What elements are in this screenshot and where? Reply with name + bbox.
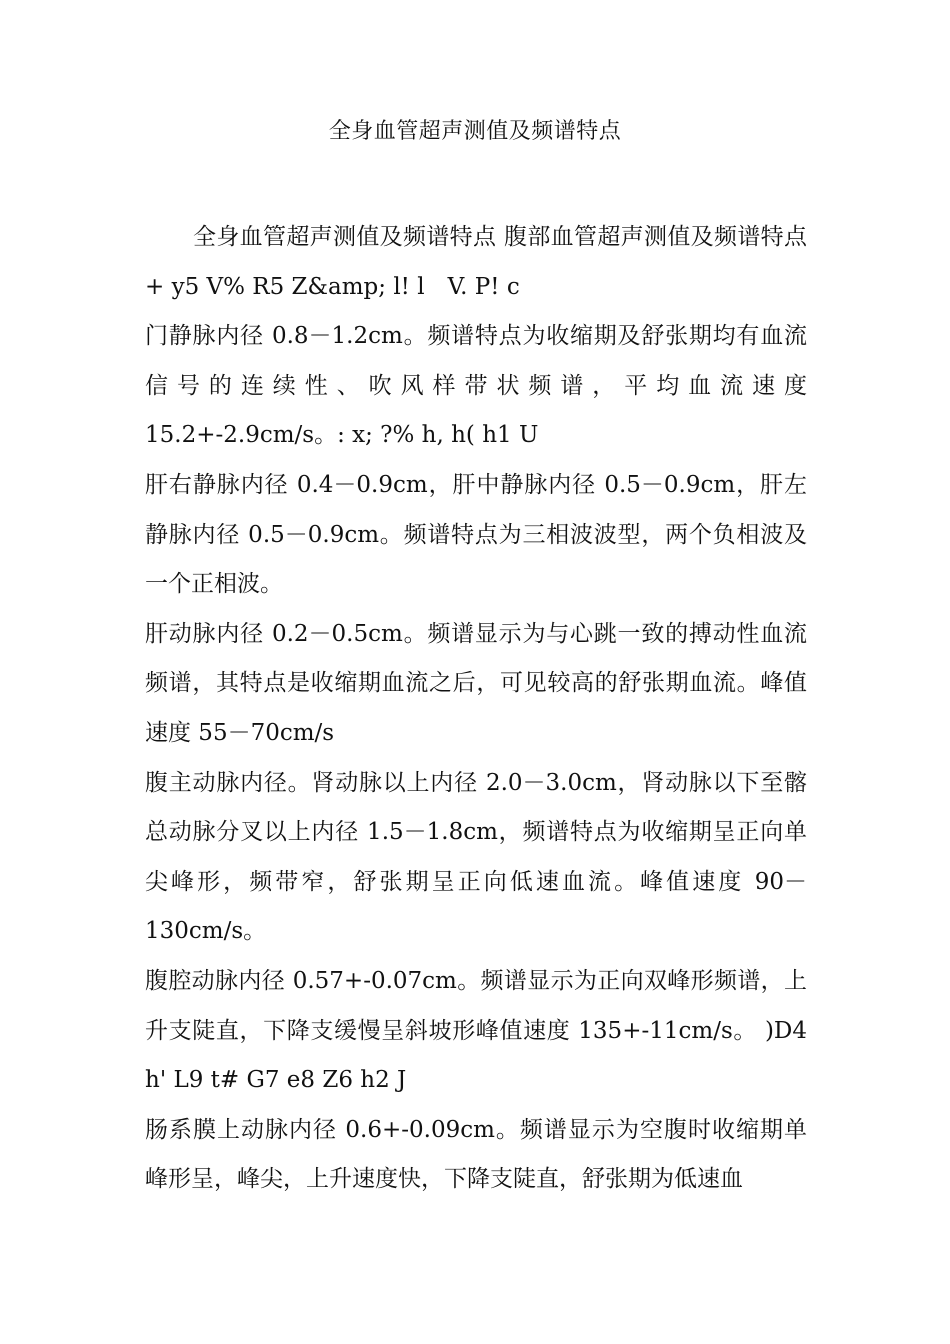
- document-title: 全身血管超声测值及频谱特点: [328, 119, 622, 144]
- paragraph-portal-vein: 门静脉内径 0.8－1.2cm。频谱特点为收缩期及舒张期均有血流信号的连续性、吹风样带状频谱，平均血流速度15.2+-2.9cm/s。: x; ?% h, h( h1 U: [145, 323, 807, 449]
- paragraph-superior-mesenteric-artery: 肠系膜上动脉内径 0.6+-0.09cm。频谱显示为空腹时收缩期单峰形呈，峰尖，上升速度快，下降支陡直，舒张期为低速血: [145, 1116, 807, 1193]
- paragraph-intro: 全身血管超声测值及频谱特点 腹部血管超声测值及频谱特点+ y5 V% R5 Z&amp; l! l V. P! c: [145, 224, 807, 300]
- paragraph-abdominal-aorta: 腹主动脉内径。肾动脉以上内径 2.0－3.0cm，肾动脉以下至髂总动脉分叉以上内径 1.5－1.8cm，频谱特点为收缩期呈正向单尖峰形，频带窄，舒张期呈正向低速血流。峰值速度 90－130cm/s。: [145, 769, 807, 945]
- document-body: [145, 213, 807, 1205]
- paragraph-hepatic-veins: 肝右静脉内径 0.4－0.9cm，肝中静脉内径 0.5－0.9cm，肝左静脉内径 0.5－0.9cm。频谱特点为三相波波型，两个负相波及一个正相波。: [145, 471, 807, 598]
- paragraph-hepatic-artery: 肝动脉内径 0.2－0.5cm。频谱显示为与心跳一致的搏动性血流频谱，其特点是收缩期血流之后，可见较高的舒张期血流。峰值速度 55－70cm/s: [145, 620, 807, 746]
- paragraph-celiac-artery: 腹腔动脉内径 0.57+-0.07cm。频谱显示为正向双峰形频谱，上升支陡直，下降支缓慢呈斜坡形峰值速度 135+-11cm/s。 )D4 h' L9 t# G7 e8 Z6 h2 J: [145, 967, 807, 1094]
